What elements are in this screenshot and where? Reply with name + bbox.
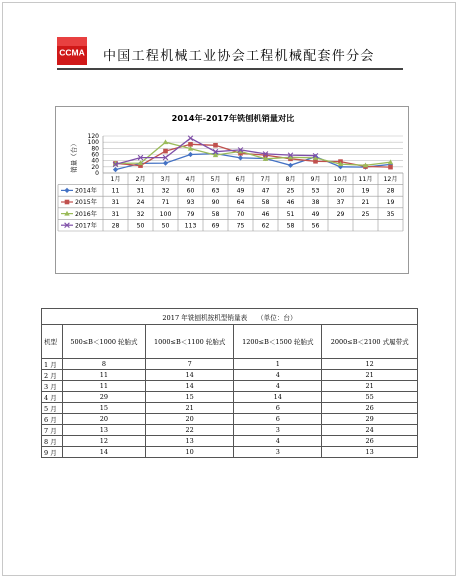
x-tick-label: 8月 bbox=[285, 176, 296, 184]
data-label: 100 bbox=[159, 210, 172, 218]
table-month-cell: 2 月 bbox=[42, 370, 63, 381]
data-label: 69 bbox=[211, 222, 220, 230]
data-label: 19 bbox=[361, 187, 370, 195]
table-value-cell: 21 bbox=[322, 370, 418, 381]
table-row bbox=[42, 414, 418, 425]
table-caption: 2017 年铣刨机按机型销量表 （单位：台） bbox=[42, 309, 418, 325]
table-value-cell: 29 bbox=[62, 392, 145, 403]
header-title: 中国工程机械工业协会工程机械配套件分会 bbox=[103, 49, 375, 64]
table-row bbox=[42, 359, 418, 370]
table-row bbox=[42, 425, 418, 436]
legend-label: 2017年 bbox=[75, 222, 97, 230]
table-month-cell: 3 月 bbox=[42, 381, 63, 392]
data-label: 60 bbox=[186, 187, 195, 195]
x-tick-label: 6月 bbox=[235, 176, 246, 184]
table-value-cell: 55 bbox=[322, 392, 418, 403]
table-value-cell: 14 bbox=[234, 392, 322, 403]
x-tick-label: 10月 bbox=[333, 176, 348, 184]
chart-container bbox=[55, 106, 409, 274]
data-point bbox=[188, 136, 193, 141]
svg-text:CCMA: CCMA bbox=[59, 47, 85, 58]
data-point bbox=[64, 188, 69, 193]
data-point bbox=[238, 155, 243, 160]
table-month-cell: 7 月 bbox=[42, 425, 63, 436]
chart-title: 2014年-2017年铣刨机销量对比 bbox=[171, 113, 295, 123]
table-value-cell: 13 bbox=[322, 447, 418, 458]
data-label: 79 bbox=[186, 210, 195, 218]
table-value-cell: 6 bbox=[234, 414, 322, 425]
data-point bbox=[163, 149, 168, 154]
data-label: 90 bbox=[211, 199, 220, 207]
data-label: 38 bbox=[311, 199, 320, 207]
table-value-cell: 13 bbox=[62, 425, 145, 436]
table-value-cell: 29 bbox=[322, 414, 418, 425]
data-label: 20 bbox=[336, 187, 345, 195]
header-rule bbox=[57, 68, 403, 70]
table-value-cell: 20 bbox=[146, 414, 234, 425]
data-label: 58 bbox=[261, 199, 270, 207]
table-month-cell: 5 月 bbox=[42, 403, 63, 414]
data-label: 31 bbox=[111, 210, 120, 218]
data-label: 58 bbox=[211, 210, 220, 218]
data-label: 51 bbox=[286, 210, 295, 218]
table-value-cell: 11 bbox=[62, 381, 145, 392]
table-value-cell: 26 bbox=[322, 436, 418, 447]
data-label: 31 bbox=[111, 199, 120, 207]
table-value-cell: 21 bbox=[146, 403, 234, 414]
table-value-cell: 4 bbox=[234, 381, 322, 392]
data-label: 62 bbox=[261, 222, 270, 230]
x-tick-label: 3月 bbox=[160, 176, 171, 184]
data-label: 50 bbox=[161, 222, 170, 230]
table-header-cell: 2000≤B＜2100 式履带式 bbox=[322, 325, 418, 359]
data-label: 71 bbox=[161, 199, 170, 207]
table-value-cell: 20 bbox=[62, 414, 145, 425]
x-tick-label: 1月 bbox=[110, 176, 121, 184]
data-label: 53 bbox=[311, 187, 320, 195]
data-label: 64 bbox=[236, 199, 245, 207]
data-point bbox=[388, 165, 393, 170]
table-value-cell: 15 bbox=[146, 392, 234, 403]
table-month-cell: 1 月 bbox=[42, 359, 63, 370]
data-point bbox=[65, 200, 70, 205]
data-point bbox=[213, 143, 218, 148]
data-label: 49 bbox=[236, 187, 245, 195]
data-label: 29 bbox=[336, 210, 345, 218]
table-value-cell: 1 bbox=[234, 359, 322, 370]
table-value-cell: 13 bbox=[146, 436, 234, 447]
x-tick-label: 9月 bbox=[310, 176, 321, 184]
data-label: 75 bbox=[236, 222, 245, 230]
table-header-cell: 机型 bbox=[42, 325, 63, 359]
data-label: 46 bbox=[286, 199, 295, 207]
data-label: 70 bbox=[236, 210, 245, 218]
table-month-cell: 8 月 bbox=[42, 436, 63, 447]
data-label: 28 bbox=[386, 187, 395, 195]
line-chart bbox=[56, 107, 410, 275]
table-value-cell: 14 bbox=[146, 370, 234, 381]
table-value-cell: 4 bbox=[234, 436, 322, 447]
table-row bbox=[42, 392, 418, 403]
data-point bbox=[163, 139, 168, 144]
table-row bbox=[42, 447, 418, 458]
table-row bbox=[42, 370, 418, 381]
data-label: 58 bbox=[286, 222, 295, 230]
table-value-cell: 3 bbox=[234, 425, 322, 436]
data-label: 19 bbox=[386, 199, 395, 207]
y-tick-label: 80 bbox=[91, 145, 99, 153]
table-header-cell: 1200≤B＜1500 轮胎式 bbox=[234, 325, 322, 359]
y-tick-label: 20 bbox=[91, 163, 99, 171]
page-border bbox=[2, 2, 456, 576]
data-label: 63 bbox=[211, 187, 220, 195]
x-tick-label: 4月 bbox=[185, 176, 196, 184]
table-row bbox=[42, 403, 418, 414]
data-point bbox=[188, 152, 193, 157]
table-value-cell: 21 bbox=[322, 381, 418, 392]
table-month-cell: 9 月 bbox=[42, 447, 63, 458]
data-label: 35 bbox=[386, 210, 395, 218]
table-month-cell: 4 月 bbox=[42, 392, 63, 403]
table-value-cell: 14 bbox=[62, 447, 145, 458]
data-label: 32 bbox=[161, 187, 170, 195]
table-row bbox=[42, 436, 418, 447]
sales-by-model-table bbox=[41, 308, 418, 458]
data-label: 11 bbox=[111, 187, 120, 195]
data-label: 56 bbox=[311, 222, 320, 230]
data-label: 50 bbox=[136, 222, 145, 230]
data-label: 25 bbox=[286, 187, 295, 195]
table-value-cell: 24 bbox=[322, 425, 418, 436]
table-value-cell: 7 bbox=[146, 359, 234, 370]
data-label: 37 bbox=[336, 199, 345, 207]
y-tick-label: 40 bbox=[91, 157, 99, 165]
table-value-cell: 8 bbox=[62, 359, 145, 370]
y-tick-label: 60 bbox=[91, 151, 99, 159]
data-label: 49 bbox=[311, 210, 320, 218]
table-month-cell: 6 月 bbox=[42, 414, 63, 425]
x-tick-label: 12月 bbox=[383, 176, 398, 184]
legend-label: 2014年 bbox=[75, 187, 97, 195]
table-header-cell: 1000≤B＜1100 轮胎式 bbox=[146, 325, 234, 359]
table-value-cell: 14 bbox=[146, 381, 234, 392]
table-value-cell: 3 bbox=[234, 447, 322, 458]
legend-label: 2016年 bbox=[75, 210, 97, 218]
ccma-logo bbox=[57, 37, 87, 65]
table-value-cell: 11 bbox=[62, 370, 145, 381]
data-label: 46 bbox=[261, 210, 270, 218]
x-tick-label: 5月 bbox=[210, 176, 221, 184]
data-label: 21 bbox=[361, 199, 370, 207]
table-row bbox=[42, 381, 418, 392]
y-tick-label: 0 bbox=[95, 170, 99, 177]
table-value-cell: 12 bbox=[322, 359, 418, 370]
table-value-cell: 15 bbox=[62, 403, 145, 414]
x-tick-label: 2月 bbox=[135, 176, 146, 184]
data-label: 25 bbox=[361, 210, 370, 218]
table-value-cell: 10 bbox=[146, 447, 234, 458]
y-tick-label: 100 bbox=[87, 139, 99, 147]
legend-label: 2015年 bbox=[75, 199, 97, 207]
table-value-cell: 22 bbox=[146, 425, 234, 436]
y-tick-label: 120 bbox=[87, 133, 99, 140]
data-label: 47 bbox=[261, 187, 270, 195]
data-label: 28 bbox=[111, 222, 120, 230]
table-header-cell: 500≤B＜1000 轮胎式 bbox=[62, 325, 145, 359]
table-value-cell: 26 bbox=[322, 403, 418, 414]
x-tick-label: 11月 bbox=[358, 176, 373, 184]
data-label: 93 bbox=[186, 199, 195, 207]
table-value-cell: 12 bbox=[62, 436, 145, 447]
data-label: 24 bbox=[136, 199, 145, 207]
data-label: 31 bbox=[136, 187, 145, 195]
data-point bbox=[113, 167, 118, 172]
x-tick-label: 7月 bbox=[260, 176, 271, 184]
data-label: 32 bbox=[136, 210, 145, 218]
data-point bbox=[163, 161, 168, 166]
y-axis-label: 销量（台） bbox=[70, 140, 78, 173]
table-value-cell: 6 bbox=[234, 403, 322, 414]
data-label: 113 bbox=[184, 222, 197, 230]
table-value-cell: 4 bbox=[234, 370, 322, 381]
